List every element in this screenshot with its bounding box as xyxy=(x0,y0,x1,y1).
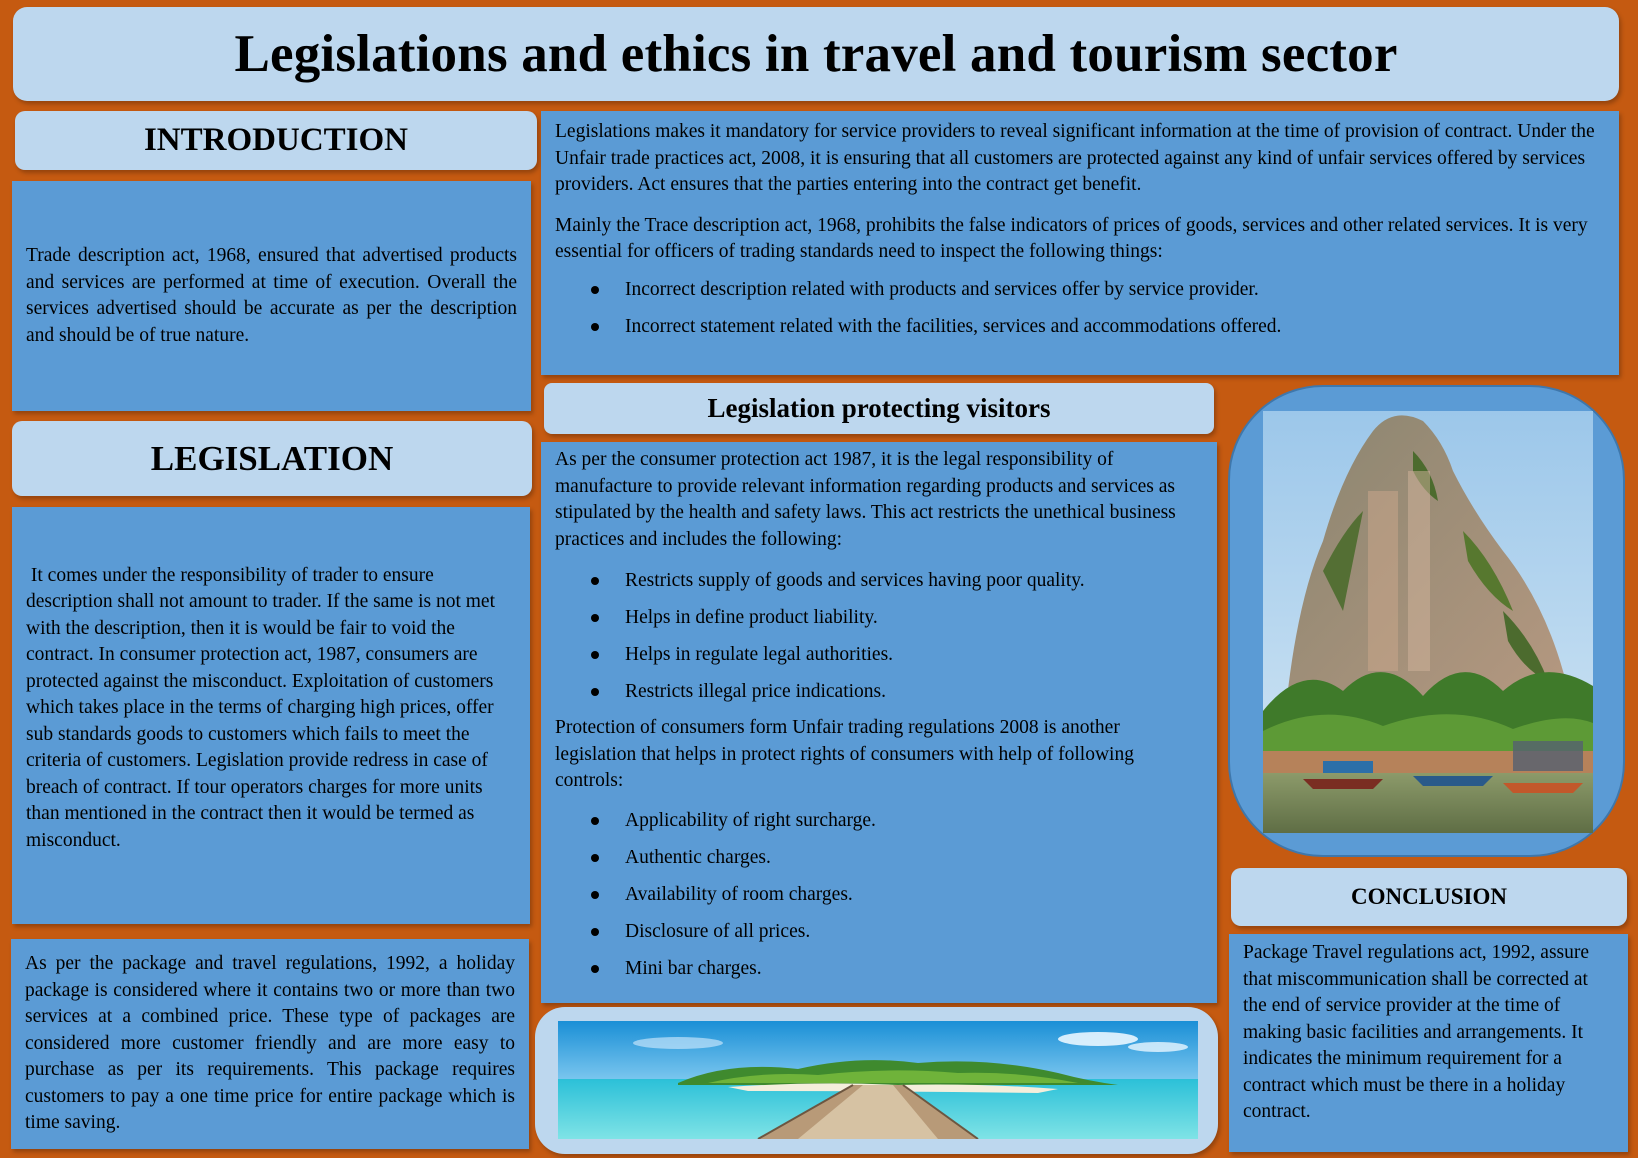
legislation-heading: LEGISLATION xyxy=(150,438,394,478)
overview-paragraph-2: Mainly the Trace description act, 1968, prohibits the false indicators of prices of goods, services and other related services. It is very essential for officers of trading standards need to inspect the following things: xyxy=(555,214,1588,262)
legislation-panel xyxy=(12,507,530,924)
list-item: Authentic charges. xyxy=(625,844,1203,871)
visitors-heading-box xyxy=(544,383,1214,434)
beach-pier-image xyxy=(558,1021,1198,1139)
introduction-text: Trade description act, 1968, ensured that advertised products and services are performed at time of execution. Overall the services advertised should be accurate as per the description and should be of true nature. xyxy=(26,245,517,346)
overview-panel xyxy=(541,111,1619,375)
list-item: Helps in define product liability. xyxy=(625,604,1203,631)
page-title: Legislations and ethics in travel and tourism sector xyxy=(234,25,1398,83)
visitors-bullet-list-1 xyxy=(555,567,1203,705)
list-item: Mini bar charges. xyxy=(625,955,1203,982)
cliff-boats-image xyxy=(1263,411,1593,833)
visitors-paragraph-1: As per the consumer protection act 1987, it is the legal responsibility of manufacture to provide relevant information regarding products and services as stipulated by the health and safety laws. This act restricts the unethical business practices and includes the following: xyxy=(555,449,1176,550)
beach-image-frame xyxy=(535,1007,1218,1154)
list-item: Incorrect statement related with the facilities, services and accommodations offered. xyxy=(625,313,1605,340)
legislation-text: It comes under the responsibility of trader to ensure description shall not amount to trader. If the same is not met with the description, then it is would be fair to void the contract. In consumer protection act, 1987, consumers are protected against the misconduct. Exploitation of customers which takes place in the terms of charging high prices, offer sub standards goods to customers which fails to meet the criteria of customers. Legislation provide redress in case of breach of contract. If tour operators charges for more units than mentioned in the contract then it would be termed as misconduct. xyxy=(26,564,500,851)
page-title-banner xyxy=(13,7,1619,101)
list-item: Availability of room charges. xyxy=(625,881,1203,908)
legislation-heading-box xyxy=(12,421,532,496)
conclusion-text: Package Travel regulations act, 1992, assure that miscommunication shall be corrected at the end of service provider at the time of making basic facilities and arrangements. It indicates the minimum requirement for a contract which must be there in a holiday contract. xyxy=(1243,942,1590,1122)
list-item: Helps in regulate legal authorities. xyxy=(625,641,1203,668)
introduction-panel xyxy=(12,181,531,411)
introduction-heading: INTRODUCTION xyxy=(143,122,409,158)
list-item: Disclosure of all prices. xyxy=(625,918,1203,945)
overview-bullet-list xyxy=(555,276,1605,340)
list-item: Restricts illegal price indications. xyxy=(625,678,1203,705)
conclusion-heading: CONCLUSION xyxy=(1351,884,1507,909)
overview-paragraph-1: Legislations makes it mandatory for service providers to reveal significant information at the time of provision of contract. Under the Unfair trade practices act, 2008, it is ensuring that all customers are protected against any kind of unfair services offered by services providers. Act ensures that the parties entering into the contract get benefit. xyxy=(555,121,1595,195)
introduction-heading-box xyxy=(15,111,537,170)
visitors-paragraph-2: Protection of consumers form Unfair trading regulations 2008 is another legislation that helps in protect rights of consumers with help of following controls: xyxy=(555,717,1134,791)
visitors-panel xyxy=(541,442,1217,1003)
list-item: Applicability of right surcharge. xyxy=(625,807,1203,834)
visitors-bullet-list-2 xyxy=(555,807,1203,982)
package-text: As per the package and travel regulations, 1992, a holiday package is considered where it contains two or more than two services at a combined price. These type of packages are considered more customer friendly and are more easy to purchase as per its requirements. This package requires customers to pay a one time price for entire package which is time saving. xyxy=(25,953,515,1134)
package-panel xyxy=(11,939,529,1149)
visitors-heading: Legislation protecting visitors xyxy=(707,393,1051,423)
cliff-image-frame xyxy=(1228,385,1625,857)
conclusion-panel xyxy=(1229,934,1628,1152)
conclusion-heading-box xyxy=(1231,868,1627,926)
list-item: Incorrect description related with products and services offer by service provider. xyxy=(625,276,1605,303)
list-item: Restricts supply of goods and services having poor quality. xyxy=(625,567,1203,594)
